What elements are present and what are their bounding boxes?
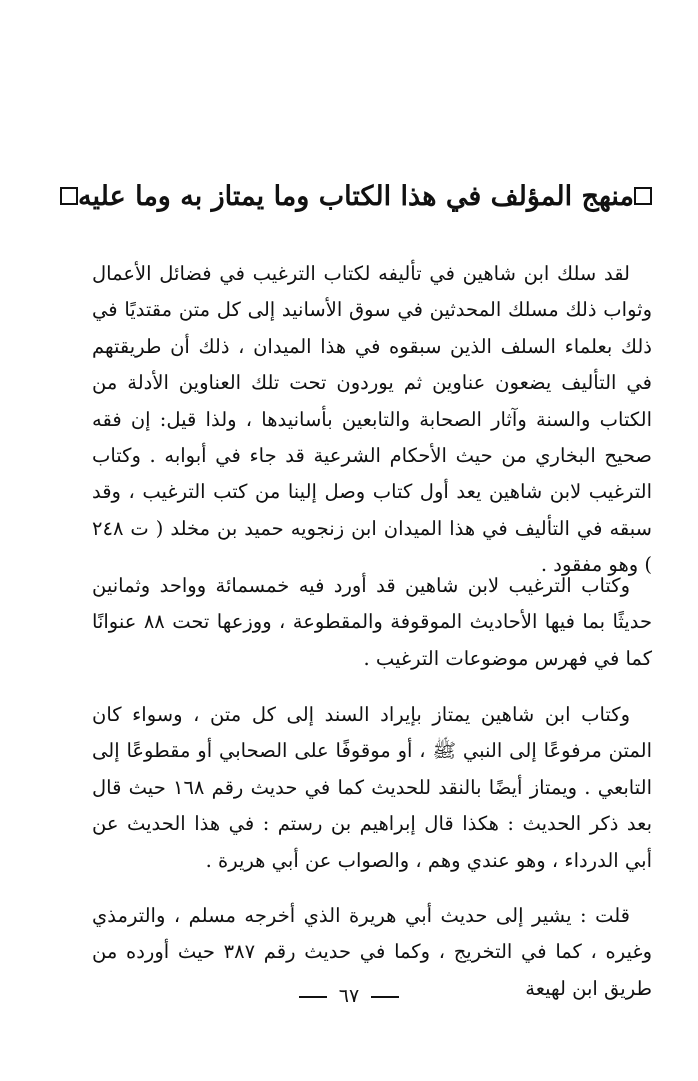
paragraph-2-block <box>92 568 652 677</box>
paragraph: وكتاب ابن شاهين يمتاز بإيراد السند إلى كل متن ، وسواء كان المتن مرفوعًا إلى النبي ﷺ ، أو موقوفًا على الصحابي أو مقطوعًا إلى التابعي . ويمتاز أيضًا بالنقد للحديث كما في حديث رقم ١٦٨ حيث قال بعد ذكر الحديث : هكذا قال إبراهيم بن رستم : في هذا الحديث عن أبي الدرداء ، وهو عندي وهم ، والصواب عن أبي هريرة . <box>92 703 652 872</box>
section-title: منهج المؤلف في هذا الكتاب وما يمتاز به وما عليه <box>78 180 634 212</box>
paragraph: قلت : يشير إلى حديث أبي هريرة الذي أخرجه مسلم ، والترمذي وغيره ، كما في التخريج ، وكما في حديث رقم ٣٨٧ حيث أورده من طريق ابن لهيعة <box>92 904 653 1000</box>
page-footer <box>0 985 698 1007</box>
page-number: ٦٧ <box>338 985 360 1007</box>
footer-dash-left <box>299 996 327 998</box>
paragraph-1-block <box>92 256 652 584</box>
paragraph: وكتاب الترغيب لابن شاهين قد أورد فيه خمسمائة وواحد وثمانين حديثًا بما فيها الأحاديث الموقوفة والمقطوعة ، ووزعها تحت ٨٨ عنوانًا كما في فهرس موضوعات الترغيب . <box>92 574 652 670</box>
heading-box-left <box>60 187 78 205</box>
paragraph: لقد سلك ابن شاهين في تأليفه لكتاب الترغيب في فضائل الأعمال وثواب ذلك مسلك المحدثين في سوق الأسانيد إلى كل متن مقتديًا في ذلك بعلماء السلف الذين سبقوه في هذا الميدان ، ذلك أن طريقتهم في التأليف يضعون عناوين ثم يوردون تحت تلك العناوين الأدلة من الكتاب والسنة وآثار الصحابة والتابعين بأسانيدها ، ولذا قيل: إن فقه صحيح البخاري من حيث الأحكام الشرعية قد جاء في أبوابه . وكتاب الترغيب لابن شاهين يعد أول كتاب وصل إلينا من كتب الترغيب ، وقد سبقه في التأليف في هذا الميدان ابن زنجويه حميد بن مخلد ( ت ٢٤٨ ) وهو مفقود . <box>92 262 652 577</box>
section-heading <box>78 172 652 220</box>
paragraph-3-block <box>92 697 652 879</box>
heading-box-right <box>634 187 652 205</box>
footer-dash-right <box>371 996 399 998</box>
